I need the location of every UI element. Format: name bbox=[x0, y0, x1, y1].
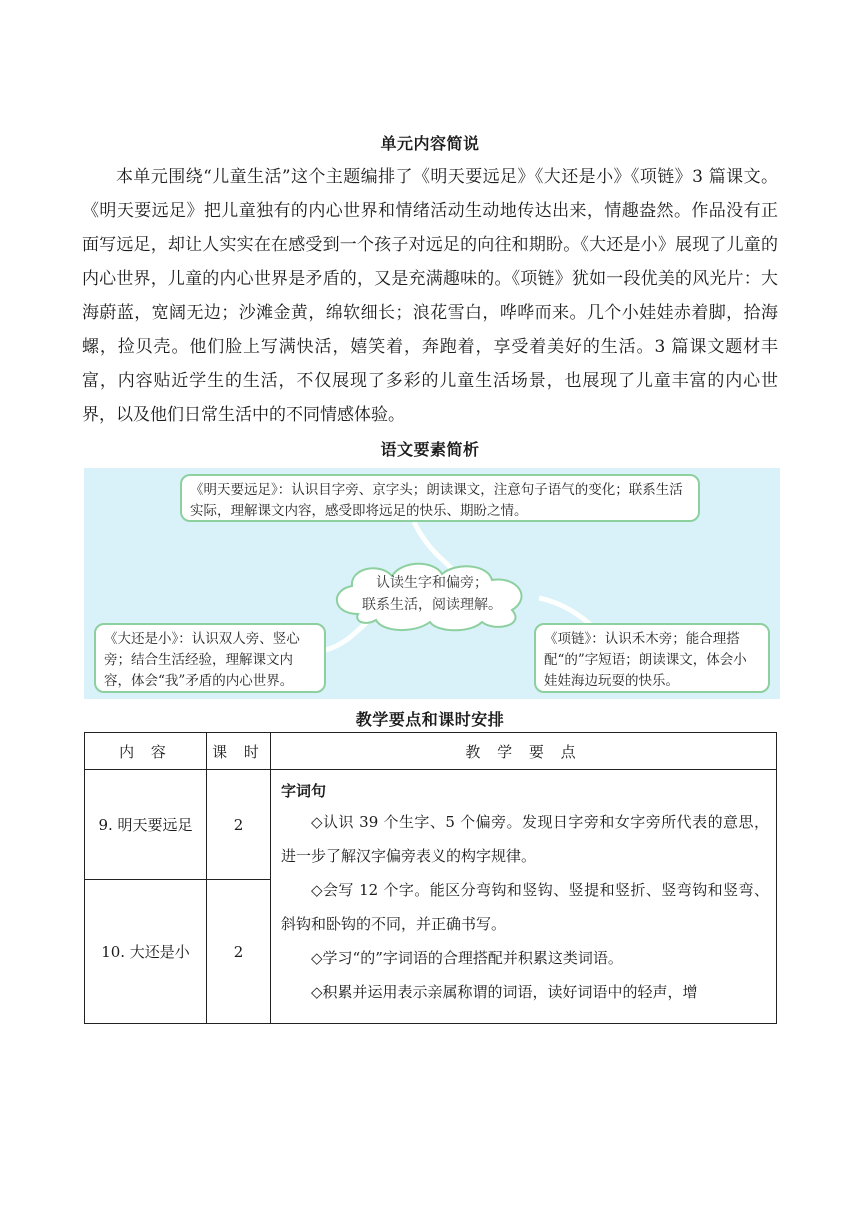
unit-intro-paragraph: 本单元围绕“儿童生活”这个主题编排了《明天要远足》《大还是小》《项链》3 篇课文。《明天要远足》把儿童独有的内心世界和情绪活动生动地传达出来，情趣盎然。作品没有正面写远足，却让人实实在在感受到一个孩子对远足的向往和期盼。《大还是小》展现了儿童的内心世界，儿童的内心世界是矛盾的，又是充满趣味的。《项链》犹如一段优美的风光片：大海蔚蓝，宽阔无边；沙滩金黄，绵软细长；浪花雪白，哗哗而来。几个小娃娃赤着脚，拾海螺，捡贝壳。他们脸上写满快活，嬉笑着，奔跑着，享受着美好的生活。3 篇课文题材丰富，内容贴近学生的生活，不仅展现了多彩的儿童生活场景，也展现了儿童丰富的内心世界，以及他们日常生活中的不同情感体验。 bbox=[82, 167, 778, 425]
lesson-hours: 2 bbox=[207, 770, 271, 880]
points-heading: 字词句 bbox=[281, 782, 327, 800]
teaching-point: ◇会写 12 个字。能区分弯钩和竖钩、竖提和竖折、竖弯钩和竖弯、斜钩和卧钩的不同，并正确书写。 bbox=[281, 881, 769, 933]
teaching-point: ◇积累并运用表示亲属称谓的词语，读好词语中的轻声，增 bbox=[311, 983, 698, 1001]
teaching-points bbox=[271, 770, 777, 1024]
teaching-plan-table bbox=[84, 732, 777, 1024]
lesson-name: 10. 大还是小 bbox=[85, 880, 207, 1024]
header-hours: 课 时 bbox=[207, 733, 271, 770]
teaching-point: ◇学习“的”字词语的合理搭配并积累这类词语。 bbox=[311, 949, 623, 967]
lesson-10-elements-box: 《大还是小》：认识双人旁、竖心旁；结合生活经验，理解课文内容，体会“我”矛盾的内心世界。 bbox=[94, 623, 326, 693]
elements-title: 语文要素简析 bbox=[380, 440, 480, 459]
elements-diagram bbox=[84, 468, 780, 699]
lesson-name: 9. 明天要远足 bbox=[85, 770, 207, 880]
lesson-hours: 2 bbox=[207, 880, 271, 1024]
table-header-row bbox=[85, 733, 777, 770]
header-points: 教 学 要 点 bbox=[271, 733, 777, 770]
unit-intro-title: 单元内容简说 bbox=[380, 134, 480, 153]
core-element-line: 联系生活，阅读理解。 bbox=[362, 597, 502, 613]
core-element-line: 认读生字和偏旁； bbox=[376, 575, 488, 591]
lesson-11-elements-box: 《项链》：认识禾木旁；能合理搭配“的”字短语；朗读课文，体会小娃娃海边玩耍的快乐。 bbox=[534, 623, 770, 693]
table-row bbox=[85, 770, 777, 880]
unit-intro-text bbox=[82, 160, 778, 432]
plan-title: 教学要点和课时安排 bbox=[355, 710, 505, 729]
header-content: 内 容 bbox=[85, 733, 207, 770]
core-elements bbox=[326, 572, 538, 616]
teaching-point: ◇认识 39 个生字、5 个偏旁。发现日字旁和女字旁所代表的意思，进一步了解汉字偏旁表义的构字规律。 bbox=[281, 813, 769, 865]
lesson-9-elements-box: 《明天要远足》：认识目字旁、京字头；朗读课文，注意句子语气的变化；联系生活实际，理解课文内容，感受即将远足的快乐、期盼之情。 bbox=[180, 474, 700, 522]
